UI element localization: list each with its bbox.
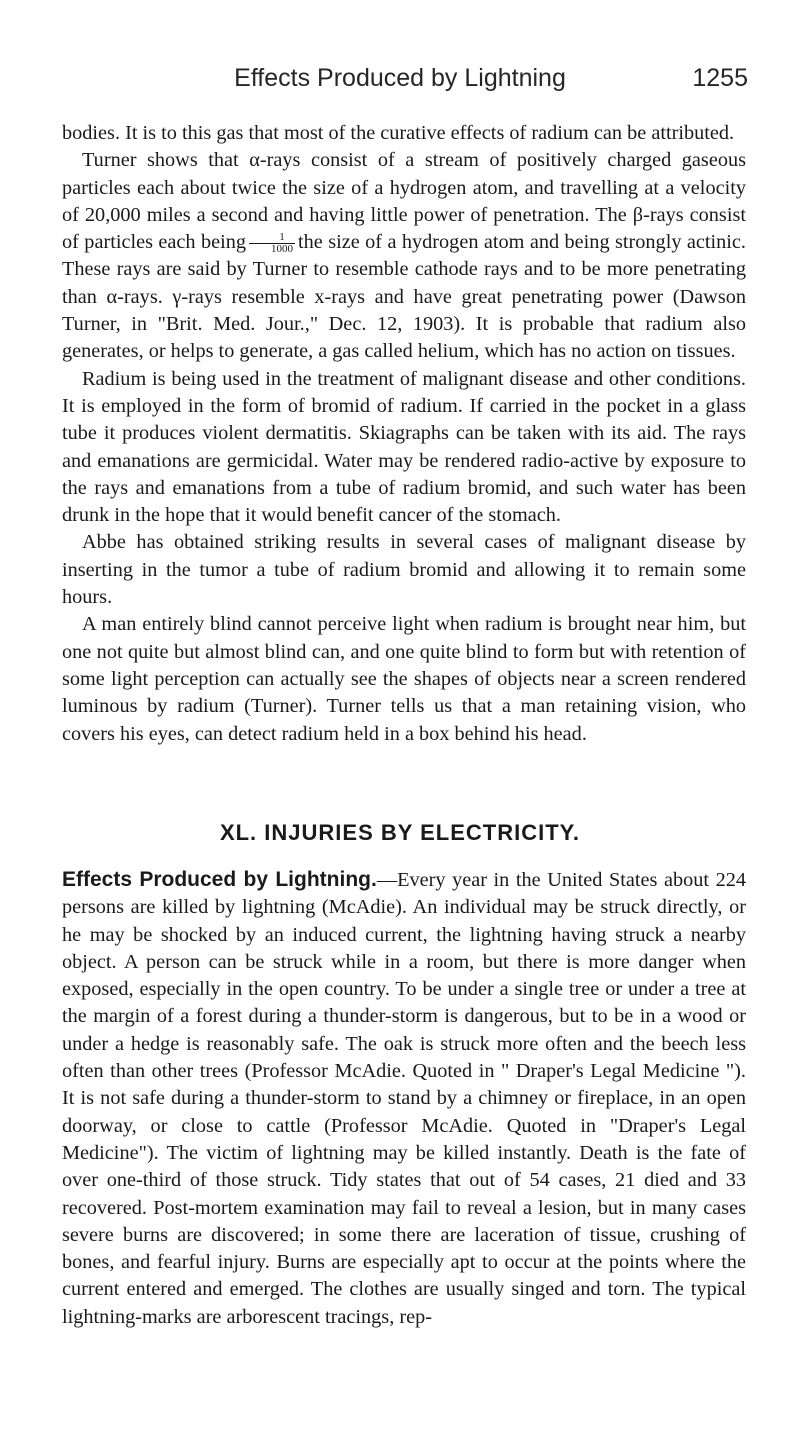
fraction-denominator: 1000 xyxy=(271,243,294,256)
paragraph-text: the size of a hydrogen atom and being strongly actinic. These rays are said by Turner to resemble cathode rays and to be more penetrating than α-rays. γ-rays resemble x-rays and have great penetrating power (Dawson Turner, in "Brit. Med. Jour.," Dec. 12, 1903). It is probable that radium also generates, or helps to generate, a gas called helium, which has no action on tissues. xyxy=(62,231,746,363)
paragraph: Abbe has obtained striking results in several cases of malignant disease by inserting in the tumor a tube of radium bromid and allowing it to remain some hours. xyxy=(62,531,746,609)
lightning-text-block xyxy=(62,866,746,1331)
paragraph: A man entirely blind cannot perceive light when radium is brought near him, but one not quite but almost blind can, and one quite blind to form but with retention of some light perception can actually see the shapes of objects near a screen rendered luminous by radium (Turner). Turner tells us that a man retaining vision, who covers his eyes, can detect radium held in a box behind his head. xyxy=(62,613,746,745)
paragraph: bodies. It is to this gas that most of the curative effects of radium can be attributed. xyxy=(62,122,735,144)
subsection-heading: Effects Produced by Lightning. xyxy=(62,868,377,891)
page-number: 1255 xyxy=(692,64,748,92)
fraction xyxy=(249,232,295,255)
radium-text-block xyxy=(62,120,746,748)
paragraph xyxy=(62,866,746,1331)
paragraph-text: —Every year in the United States about 224 persons are killed by lightning (McAdie). An individual may be struck directly, or he may be shocked by an induced current, the lightning having struck a nearby object. A person can be struck while in a room, but there is more danger when exposed, especially in the open country. To be under a single tree or under a tree at the margin of a forest during a thunder-storm is dangerous, but to be in a wood or under a hedge is reasonably safe. The oak is struck more often and the beech less often than other trees (Professor McAdie. Quoted in " Draper's Legal Medicine "). It is not safe during a thunder-storm to stand by a chimney or fireplace, in an open doorway, or close to cattle (Professor McAdie. Quoted in "Draper's Legal Medicine"). The victim of lightning may be killed instantly. Death is the fate of over one-third of those struck. Tidy states that out of 54 cases, 21 died and 33 recovered. Post-mortem examination may fail to reveal a lesion, but in many cases severe burns are discovered; in some there are laceration of tissue, crushing of bones, and fearful injury. Burns are especially apt to occur at the points where the current entered and emerged. The clothes are usually singed and torn. The typical lightning-marks are arborescent tracings, rep- xyxy=(62,869,746,1328)
paragraph xyxy=(62,147,746,365)
paragraph: Radium is being used in the treatment of malignant disease and other conditions. It is employed in the form of bromid of radium. If carried in the pocket in a glass tube it produces violent dermatitis. Skiagraphs can be taken with its aid. The rays and emanations are germicidal. Water may be rendered radio-active by exposure to the rays and emanations from a tube of radium bromid, and such water has been drunk in the hope that it would benefit cancer of the stomach. xyxy=(62,367,746,527)
section-heading: XL. INJURIES BY ELECTRICITY. xyxy=(219,820,581,845)
running-title: Effects Produced by Lightning xyxy=(234,64,566,92)
paragraph-text: Turner shows that α-rays consist of a stream of positively charged gaseous particles each about twice the size of a hydrogen atom, and travelling at a velocity of 20,000 miles a second and having little power of penetration. The β-rays consist of particles each being xyxy=(62,149,746,254)
running-header xyxy=(0,64,800,98)
fraction-numerator: 1 xyxy=(249,232,295,244)
